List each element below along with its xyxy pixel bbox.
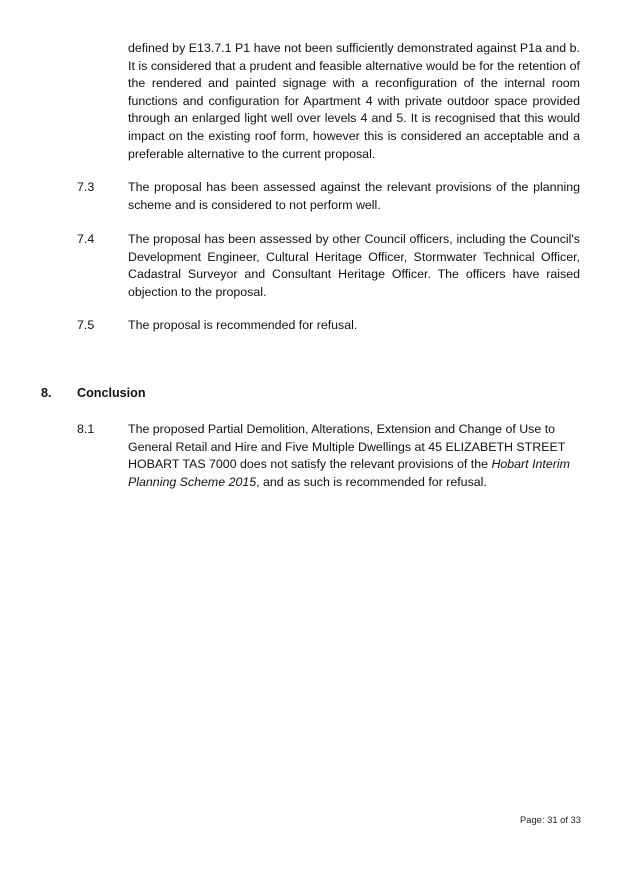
item-number-8-1: 8.1 [77,422,95,436]
paragraph-7-2-continued: defined by E13.7.1 P1 have not been sufficiently demonstrated against P1a and b. It is considered that a prudent and feasible alternative would be for the retention of the rendered and painted signage with a reconfiguration of the internal room functions and configuration for Apartment 4 with private outdoor space provided through an enlarged light well over levels 4 and 5. It is recognised that this would impact on the existing roof form, however this is considered an acceptable and a preferable alternative to the current proposal. [128,41,580,161]
item-text-7-3: The proposal has been assessed against the relevant provisions of the planning scheme and is considered to not perform well. [128,180,580,212]
item-text-7-4: The proposal has been assessed by other Council officers, including the Council's Development Engineer, Cultural Heritage Officer, Stormwater Technical Officer, Cadastral Surveyor and Consultant Heritage Officer. The officers have raised objection to the proposal. [128,232,580,299]
section-number: 8. [41,386,52,400]
conclusion-text-end: , and as such is recommended for refusal. [256,474,487,489]
conclusion-text-start: The proposed Partial Demolition, Alterations, Extension and Change of Use to General Retail and Hire and Five Multiple Dwellings at 45 ELIZABETH STREET HOBART TAS 7000 does not satisfy the relevant provisions of the [128,422,566,472]
item-text-7-5: The proposal is recommended for refusal. [128,318,358,332]
scheme-name: Hobart Interim Planning Scheme 2015 [128,457,570,489]
item-number-7-5: 7.5 [77,318,95,332]
page-number: Page: 31 of 33 [520,814,581,825]
item-text-8-1 [128,421,580,491]
section-title: Conclusion [77,386,146,400]
item-number-7-4: 7.4 [77,232,95,246]
item-number-7-3: 7.3 [77,180,95,194]
